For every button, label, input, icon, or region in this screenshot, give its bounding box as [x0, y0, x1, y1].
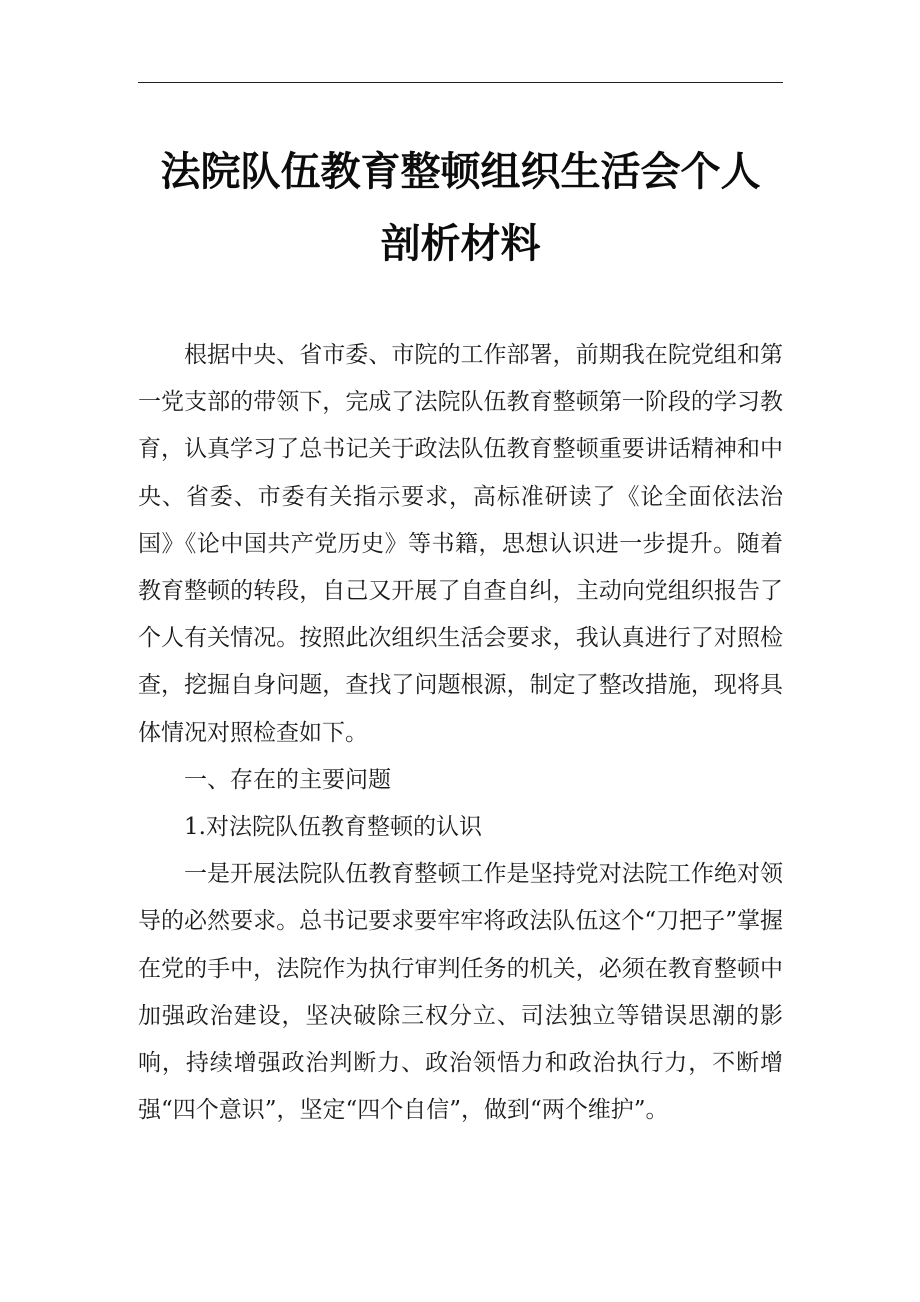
document-body [138, 332, 783, 1134]
subsection-heading: 1.对法院队伍教育整顿的认识 [184, 814, 482, 841]
header-rule [138, 82, 783, 83]
title-line-1: 法院队伍教育整顿组织生活会个人 [160, 149, 761, 195]
section-heading: 一、存在的主要问题 [184, 766, 391, 793]
paragraph-point-one: 一是开展法院队伍教育整顿工作是坚持党对法院工作绝对领导的必然要求。总书记要求要牢牢将政法队伍这个“刀把子”掌握在党的手中，法院作为执行审判任务的机关，必须在教育整顿中加强政治建设，坚决破除三权分立、司法独立等错误思潮的影响，持续增强政治判断力、政治领悟力和政治执行力，不断增强“四个意识”，坚定“四个自信”，做到“两个维护”。 [138, 861, 783, 1124]
title-line-2: 剖析材料 [380, 221, 541, 267]
document-title [138, 136, 783, 280]
paragraph-intro: 根据中央、省市委、市院的工作部署，前期我在院党组和第一党支部的带领下，完成了法院队伍教育整顿第一阶段的学习教育，认真学习了总书记关于政法队伍教育整顿重要讲话精神和中央、省委、市委有关指示要求，高标准研读了《论全面依法治国》《论中国共产党历史》等书籍，思想认识进一步提升。随着教育整顿的转段，自己又开展了自查自纠，主动向党组织报告了个人有关情况。按照此次组织生活会要求，我认真进行了对照检查，挖掘自身问题，查找了问题根源，制定了整改措施，现将具体情况对照检查如下。 [138, 342, 783, 746]
